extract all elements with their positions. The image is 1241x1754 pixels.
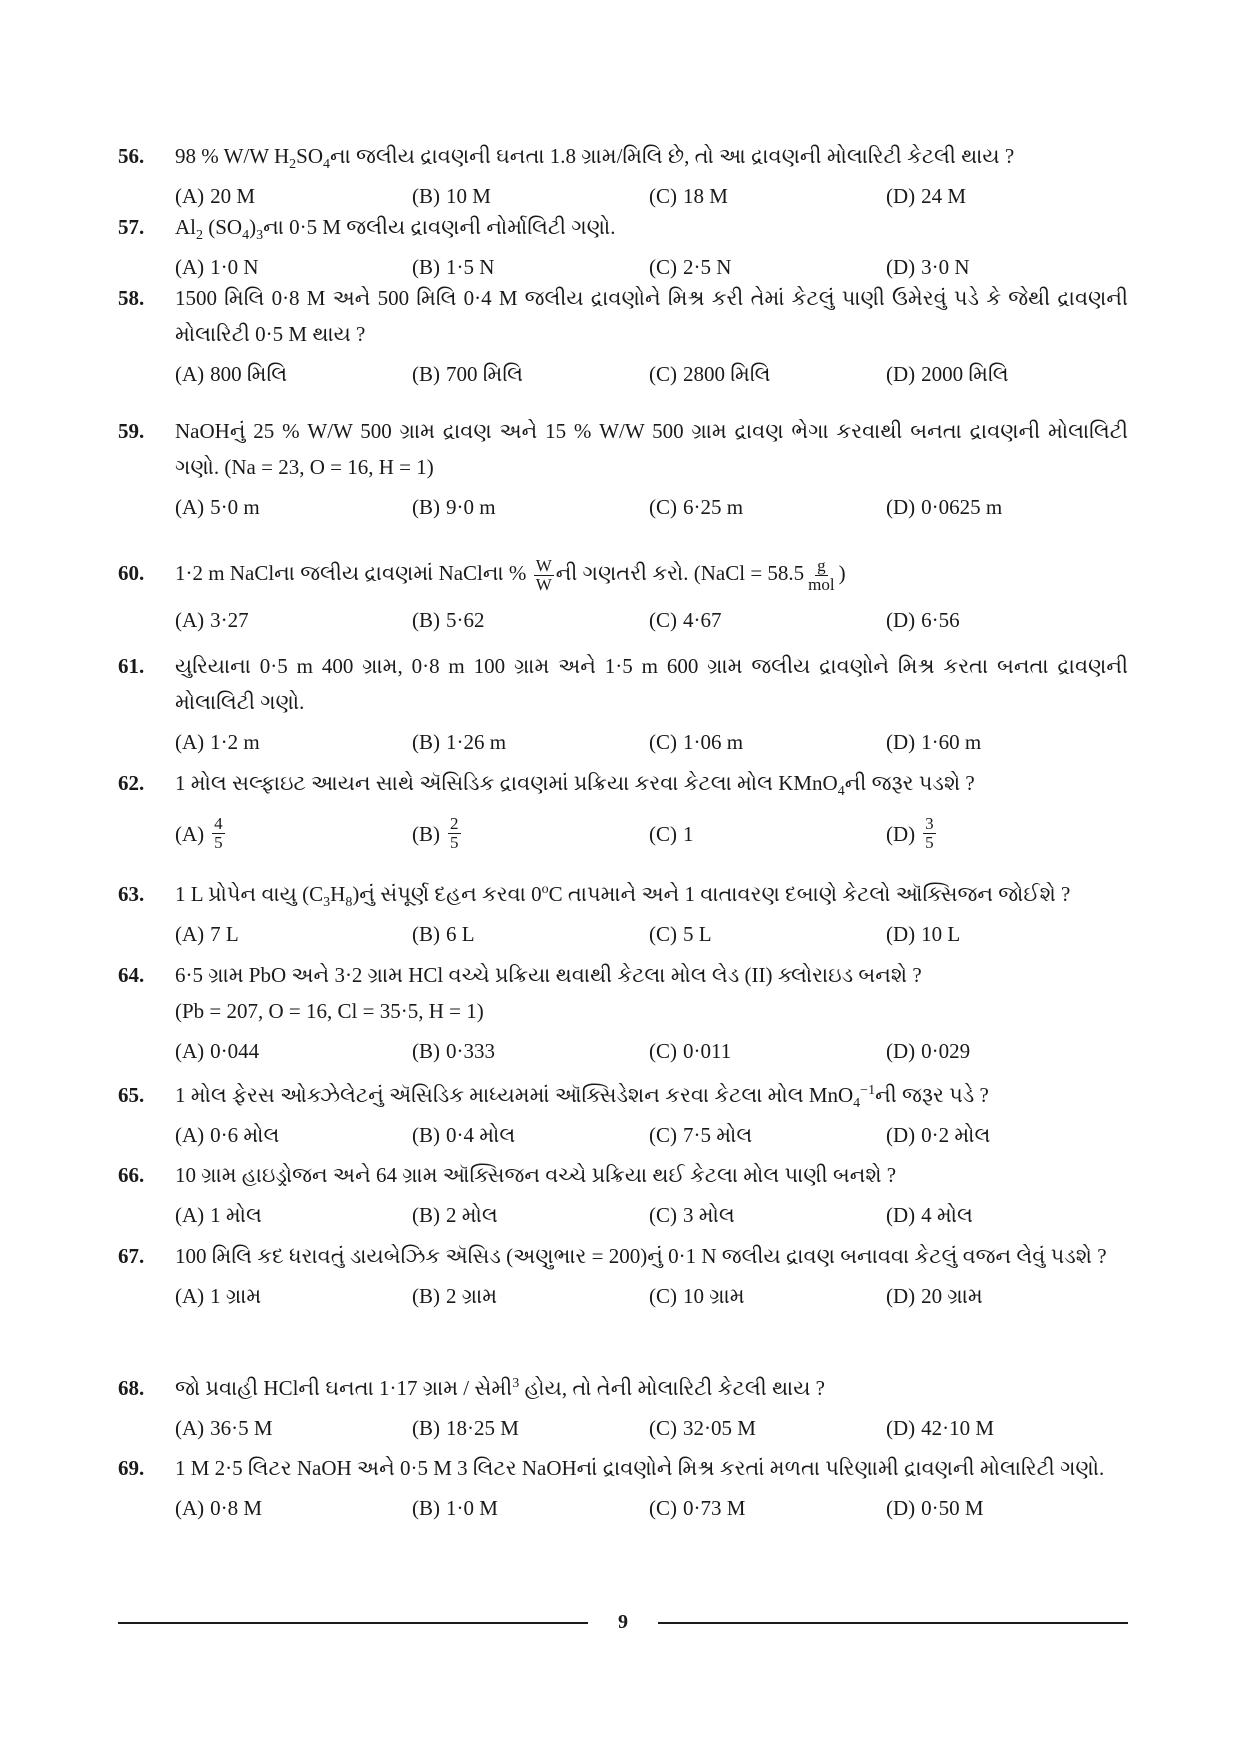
question-text: યુરિયાના 0·5 m 400 ગ્રામ, 0·8 m 100 ગ્રામ અને 1·5 m 600 ગ્રામ જલીય દ્રાવણોને મિશ્ર કરતા બનતા દ્રાવણની મોલાલિટી ગણો.	[175, 654, 1128, 714]
option-a[interactable]: (A) 1 મોલ	[175, 1203, 262, 1227]
option-c[interactable]: (C) 10 ગ્રામ	[649, 1284, 745, 1308]
question-number: 63.	[118, 882, 145, 906]
question-text: 1·2 m NaClના જલીય દ્રાવણમાં NaClના % $\frac{W}{W}$ ની ગણતરી કરો. (NaCl = 58.5 $\frac{g}{\text{mol}}$ )	[175, 555, 846, 594]
option-b[interactable]: (B) 1·0 M	[412, 1496, 498, 1520]
page-footer	[118, 1607, 1128, 1637]
option-d[interactable]: (D) 6·56	[886, 608, 960, 632]
option-fraction: $\frac{2}{5}$	[450, 814, 459, 852]
question-59	[118, 413, 1128, 525]
option-d[interactable]: (D) 3·0 N	[886, 255, 970, 279]
option-b[interactable]: (B) 1·5 N	[412, 255, 495, 279]
question-text: 1 L પ્રોપેન વાયુ $(C_3H_8)નું$ સંપૂર્ણ દહન કરવા 0$^o$C તાપમાને અને 1 વાતાવરણ દબાણે કેટલો ઑક્સિજન જોઈશે ?	[175, 882, 1071, 911]
option-fraction: $\frac{4}{5}$	[214, 814, 223, 852]
option-d[interactable]: (D) 4 મોલ	[886, 1203, 973, 1227]
option-a[interactable]: (A) 36·5 M	[175, 1416, 273, 1440]
option-a[interactable]: (A) 3·27	[175, 608, 249, 632]
question-62	[118, 765, 1128, 852]
option-c[interactable]: (C) 18 M	[649, 184, 728, 208]
w-over-w-fraction: $\frac{W}{W}$	[535, 555, 552, 594]
option-fraction: $\frac{3}{5}$	[925, 814, 934, 852]
options-row	[175, 1197, 1128, 1233]
option-b[interactable]: (B) 5·62	[412, 608, 485, 632]
question-number: 62.	[118, 771, 145, 795]
question-58	[118, 280, 1128, 392]
question-number: 64.	[118, 963, 145, 987]
question-text: 1 M 2·5 લિટર NaOH અને 0·5 M 3 લિટર NaOHનાં દ્રાવણોને મિશ્ર કરતાં મળતા પરિણામી દ્રાવણની મોલારિટી ગણો.	[175, 1456, 1105, 1480]
question-number: 57.	[118, 215, 145, 239]
question-text: જો પ્રવાહી HClની ઘનતા 1·17 ગ્રામ / સેમી$^3$ હોય, તો તેની મોલારિટી કેટલી થાય ?	[175, 1376, 825, 1400]
option-d[interactable]: (D) 42·10 M	[886, 1416, 995, 1440]
question-number: 67.	[118, 1244, 145, 1268]
footer-rule-right	[658, 1622, 1128, 1624]
option-c[interactable]: (C) 1·06 m	[649, 730, 744, 754]
option-b[interactable]: (B) 0·333	[412, 1039, 495, 1063]
question-number: 69.	[118, 1456, 145, 1480]
options-row	[175, 1490, 1128, 1526]
question-number: 58.	[118, 286, 145, 310]
option-d[interactable]: (D) $\frac{3}{5}$	[886, 814, 934, 852]
question-66	[118, 1157, 1128, 1233]
question-number: 66.	[118, 1163, 145, 1187]
option-c[interactable]: (C) 5 L	[649, 922, 712, 946]
option-b[interactable]: (B) 10 M	[412, 184, 491, 208]
page-number: 9	[618, 1611, 628, 1633]
question-text: $Al_2$ $(SO_4)_3ના$ 0·5 M જલીય દ્રાવણની નોર્માલિટી ગણો.	[175, 215, 616, 244]
option-b[interactable]: (B) 9·0 m	[412, 495, 496, 519]
options-row	[175, 724, 1128, 760]
question-69	[118, 1450, 1128, 1526]
question-text: 1 મોલ ફેરસ ઓક્ઝેલેટનું ઍસિડિક માધ્યમમાં ઑક્સિડેશન કરવા કેટલા મોલ MnO$_4^{-1}$ની જરૂર પડે ?	[175, 1083, 989, 1112]
options-row	[175, 815, 1128, 852]
option-c[interactable]: (C) 6·25 m	[649, 495, 744, 519]
footer-rule-left	[118, 1622, 588, 1624]
option-b[interactable]: (B) 0·4 મોલ	[412, 1123, 516, 1147]
option-c[interactable]: (C) 32·05 M	[649, 1416, 756, 1440]
option-a[interactable]: (A) 7 L	[175, 922, 239, 946]
option-c[interactable]: (C) 0·73 M	[649, 1496, 746, 1520]
question-65	[118, 1077, 1128, 1153]
g-per-mol-fraction: $\frac{g}{\text{mol}}$	[808, 555, 835, 594]
option-d[interactable]: (D) 0·2 મોલ	[886, 1123, 991, 1147]
option-a[interactable]: (A) 0·044	[175, 1039, 260, 1063]
question-number: 56.	[118, 144, 145, 168]
option-d[interactable]: (D) 0·029	[886, 1039, 971, 1063]
option-a[interactable]: (A) 1·0 N	[175, 255, 259, 279]
question-63	[118, 876, 1128, 952]
question-56	[118, 138, 1128, 214]
question-text: 1 મોલ સલ્ફાઇટ આયન સાથે ઍસિડિક દ્રાવણમાં પ્રક્રિયા કરવા કેટલા મોલ KMnO$_4$ની જરૂર પડશે ?	[175, 771, 975, 800]
options-row	[175, 1278, 1128, 1314]
question-number: 60.	[118, 561, 145, 585]
question-60	[118, 550, 1128, 638]
atomic-mass-note: (Pb = 207, O = 16, Cl = 35·5, H = 1)	[175, 999, 484, 1023]
option-b[interactable]: (B) 6 L	[412, 922, 475, 946]
question-text: 1500 મિલિ 0·8 M અને 500 મિલિ 0·4 M જલીય દ્રાવણોને મિશ્ર કરી તેમાં કેટલું પાણી ઉમેરવું પડે કે જેથી દ્રાવણની મોલારિટી 0·5 M થાય ?	[175, 286, 1128, 346]
question-text: 6·5 ગ્રામ PbO અને 3·2 ગ્રામ HCl વચ્ચે પ્રક્રિયા થવાથી કેટલા મોલ લેડ (II) ક્લોરાઇડ બનશે ? (Pb = 207, O = 16, Cl = 35·5, H = 1)	[175, 963, 922, 1023]
question-64	[118, 957, 1128, 1069]
options-row	[175, 1410, 1128, 1446]
option-b[interactable]: (B) 18·25 M	[412, 1416, 519, 1440]
option-a[interactable]: (A) 1·2 m	[175, 730, 260, 754]
option-d[interactable]: (D) 10 L	[886, 922, 961, 946]
option-c[interactable]: (C) 1	[649, 821, 694, 846]
question-text: 10 ગ્રામ હાઇડ્રોજન અને 64 ગ્રામ ઑક્સિજન વચ્ચે પ્રક્રિયા થઈ કેટલા મોલ પાણી બનશે ?	[175, 1163, 897, 1187]
option-b[interactable]: (B) $\frac{2}{5}$	[412, 814, 459, 852]
question-number: 68.	[118, 1376, 145, 1400]
option-a[interactable]: (A) 1 ગ્રામ	[175, 1284, 262, 1308]
option-d[interactable]: (D) 2000 મિલિ	[886, 362, 1009, 386]
option-c[interactable]: (C) 2·5 N	[649, 255, 732, 279]
options-row	[175, 356, 1128, 392]
question-57	[118, 209, 1128, 285]
option-b[interactable]: (B) 700 મિલિ	[412, 362, 523, 386]
question-number: 65.	[118, 1083, 145, 1107]
option-a[interactable]: (A) 0·6 મોલ	[175, 1123, 280, 1147]
option-a[interactable]: (A) 5·0 m	[175, 495, 260, 519]
option-d[interactable]: (D) 24 M	[886, 184, 967, 208]
question-number: 61.	[118, 654, 145, 678]
option-c[interactable]: (C) 0·011	[649, 1039, 732, 1063]
option-a[interactable]: (A) 20 M	[175, 184, 256, 208]
question-67	[118, 1238, 1128, 1314]
option-a[interactable]: (A) 0·8 M	[175, 1496, 263, 1520]
option-c[interactable]: (C) 3 મોલ	[649, 1203, 735, 1227]
option-d[interactable]: (D) 20 ગ્રામ	[886, 1284, 983, 1308]
option-a[interactable]: (A) $\frac{4}{5}$	[175, 814, 223, 852]
options-row	[175, 1117, 1128, 1153]
option-c[interactable]: (C) 7·5 મોલ	[649, 1123, 753, 1147]
question-number: 59.	[118, 419, 145, 443]
option-b[interactable]: (B) 1·26 m	[412, 730, 507, 754]
option-d[interactable]: (D) 0·0625 m	[886, 495, 1003, 519]
option-c[interactable]: (C) 4·67	[649, 608, 722, 632]
option-d[interactable]: (D) 1·60 m	[886, 730, 982, 754]
question-61	[118, 648, 1128, 760]
question-68	[118, 1370, 1128, 1446]
question-text: 100 મિલિ કદ ધરાવતું ડાયબેઝિક ઍસિડ (અણુભાર = 200)નું 0·1 N જલીય દ્રાવણ બનાવવા કેટલું વજન લેવું પડશે ?	[175, 1244, 1107, 1268]
options-row	[175, 489, 1128, 525]
option-a[interactable]: (A) 800 મિલિ	[175, 362, 288, 386]
option-c[interactable]: (C) 2800 મિલિ	[649, 362, 771, 386]
option-d[interactable]: (D) 0·50 M	[886, 1496, 984, 1520]
option-b[interactable]: (B) 2 મોલ	[412, 1203, 498, 1227]
question-text: 98 % W/W $H_2SO_4ના$ જલીય દ્રાવણની ઘનતા 1.8 ગ્રામ/મિલિ છે, તો આ દ્રાવણની મોલારિટી કેટલી થાય ?	[175, 144, 1015, 173]
options-row	[175, 602, 1128, 638]
options-row	[175, 916, 1128, 952]
question-text: NaOHનું 25 % W/W 500 ગ્રામ દ્રાવણ અને 15 % W/W 500 ગ્રામ દ્રાવણ ભેગા કરવાથી બનતા દ્રાવણની મોલાલિટી ગણો. (Na = 23, O = 16, H = 1)	[175, 419, 1128, 479]
options-row	[175, 1033, 1128, 1069]
option-b[interactable]: (B) 2 ગ્રામ	[412, 1284, 498, 1308]
